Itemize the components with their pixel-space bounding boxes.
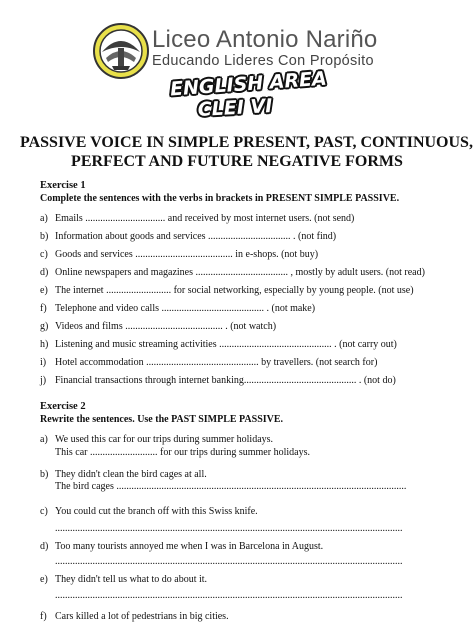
item-text: Telephone and video calls ......................................... . (not make) xyxy=(55,303,316,314)
item-letter: c) xyxy=(40,506,48,517)
page-title-line-1: PASSIVE VOICE IN SIMPLE PRESENT, PAST, CONTINUOUS, xyxy=(20,134,473,151)
item-letter: e) xyxy=(40,285,48,296)
school-logo-icon xyxy=(92,22,150,80)
item-letter: f) xyxy=(40,303,47,314)
item-text: Hotel accommodation ............................................. by travellers. (not search for) xyxy=(55,357,378,368)
item-text: Goods and services ....................................... in e-shops. (not buy) xyxy=(55,249,319,260)
area-level: CLEI VI xyxy=(197,95,273,121)
exercise-2-instruction: Rewrite the sentences. Use the PAST SIMPLE PASSIVE. xyxy=(40,414,284,425)
answer-line[interactable]: The bird cages .................................................................................................................... xyxy=(55,481,407,492)
exercise-1-instruction: Complete the sentences with the verbs in brackets in PRESENT SIMPLE PASSIVE. xyxy=(40,193,400,204)
item-text: They didn't clean the bird cages at all. xyxy=(55,469,207,480)
item-text: You could cut the branch off with this Swiss knife. xyxy=(55,506,258,517)
exercise-1-heading: Exercise 1 xyxy=(40,180,86,191)
item-letter: g) xyxy=(40,321,49,332)
item-letter: b) xyxy=(40,469,49,480)
area-title: ENGLISH AREA xyxy=(169,67,328,101)
item-letter: d) xyxy=(40,267,49,278)
school-name: Liceo Antonio Nariño xyxy=(152,26,378,53)
item-letter: a) xyxy=(40,434,48,445)
item-text: They didn't tell us what to do about it. xyxy=(55,574,208,585)
item-text: The internet .......................... for social networking, especially by young people. (not use) xyxy=(55,285,414,296)
item-letter: f) xyxy=(40,611,47,622)
item-text: Financial transactions through internet banking............................................. . (not do) xyxy=(55,375,396,386)
item-letter: a) xyxy=(40,213,48,224)
area-badge xyxy=(169,67,328,124)
item-text: Information about goods and services ................................. . (not find) xyxy=(55,231,337,242)
item-letter: i) xyxy=(40,357,47,368)
item-text: Online newspapers and magazines ..................................... , mostly by adult users. (not read) xyxy=(55,267,425,278)
exercise-2-heading: Exercise 2 xyxy=(40,401,86,412)
answer-line[interactable]: ........................................................................................................................................... xyxy=(55,556,403,567)
school-motto: Educando Lideres Con Propósito xyxy=(152,53,374,69)
item-text: Videos and films ....................................... . (not watch) xyxy=(55,321,277,332)
page-title-line-2: PERFECT AND FUTURE NEGATIVE FORMS xyxy=(71,153,403,170)
answer-line[interactable]: This car ........................... for our trips during summer holidays. xyxy=(55,447,310,458)
item-text: Cars killed a lot of pedestrians in big cities. xyxy=(55,611,229,622)
item-text: Too many tourists annoyed me when I was in Barcelona in August. xyxy=(55,541,324,552)
item-letter: b) xyxy=(40,231,49,242)
item-letter: c) xyxy=(40,249,48,260)
item-text: Listening and music streaming activities ............................................. . (not carry out) xyxy=(55,339,397,350)
item-letter: j) xyxy=(40,375,47,386)
item-letter: h) xyxy=(40,339,49,350)
item-letter: d) xyxy=(40,541,49,552)
item-letter: e) xyxy=(40,574,48,585)
item-text: We used this car for our trips during summer holidays. xyxy=(55,434,274,445)
item-text: Emails ................................ and received by most internet users. (not send) xyxy=(55,213,355,224)
answer-line[interactable]: ........................................................................................................................................... xyxy=(55,590,403,601)
answer-line[interactable]: ........................................................................................................................................... xyxy=(55,523,403,534)
